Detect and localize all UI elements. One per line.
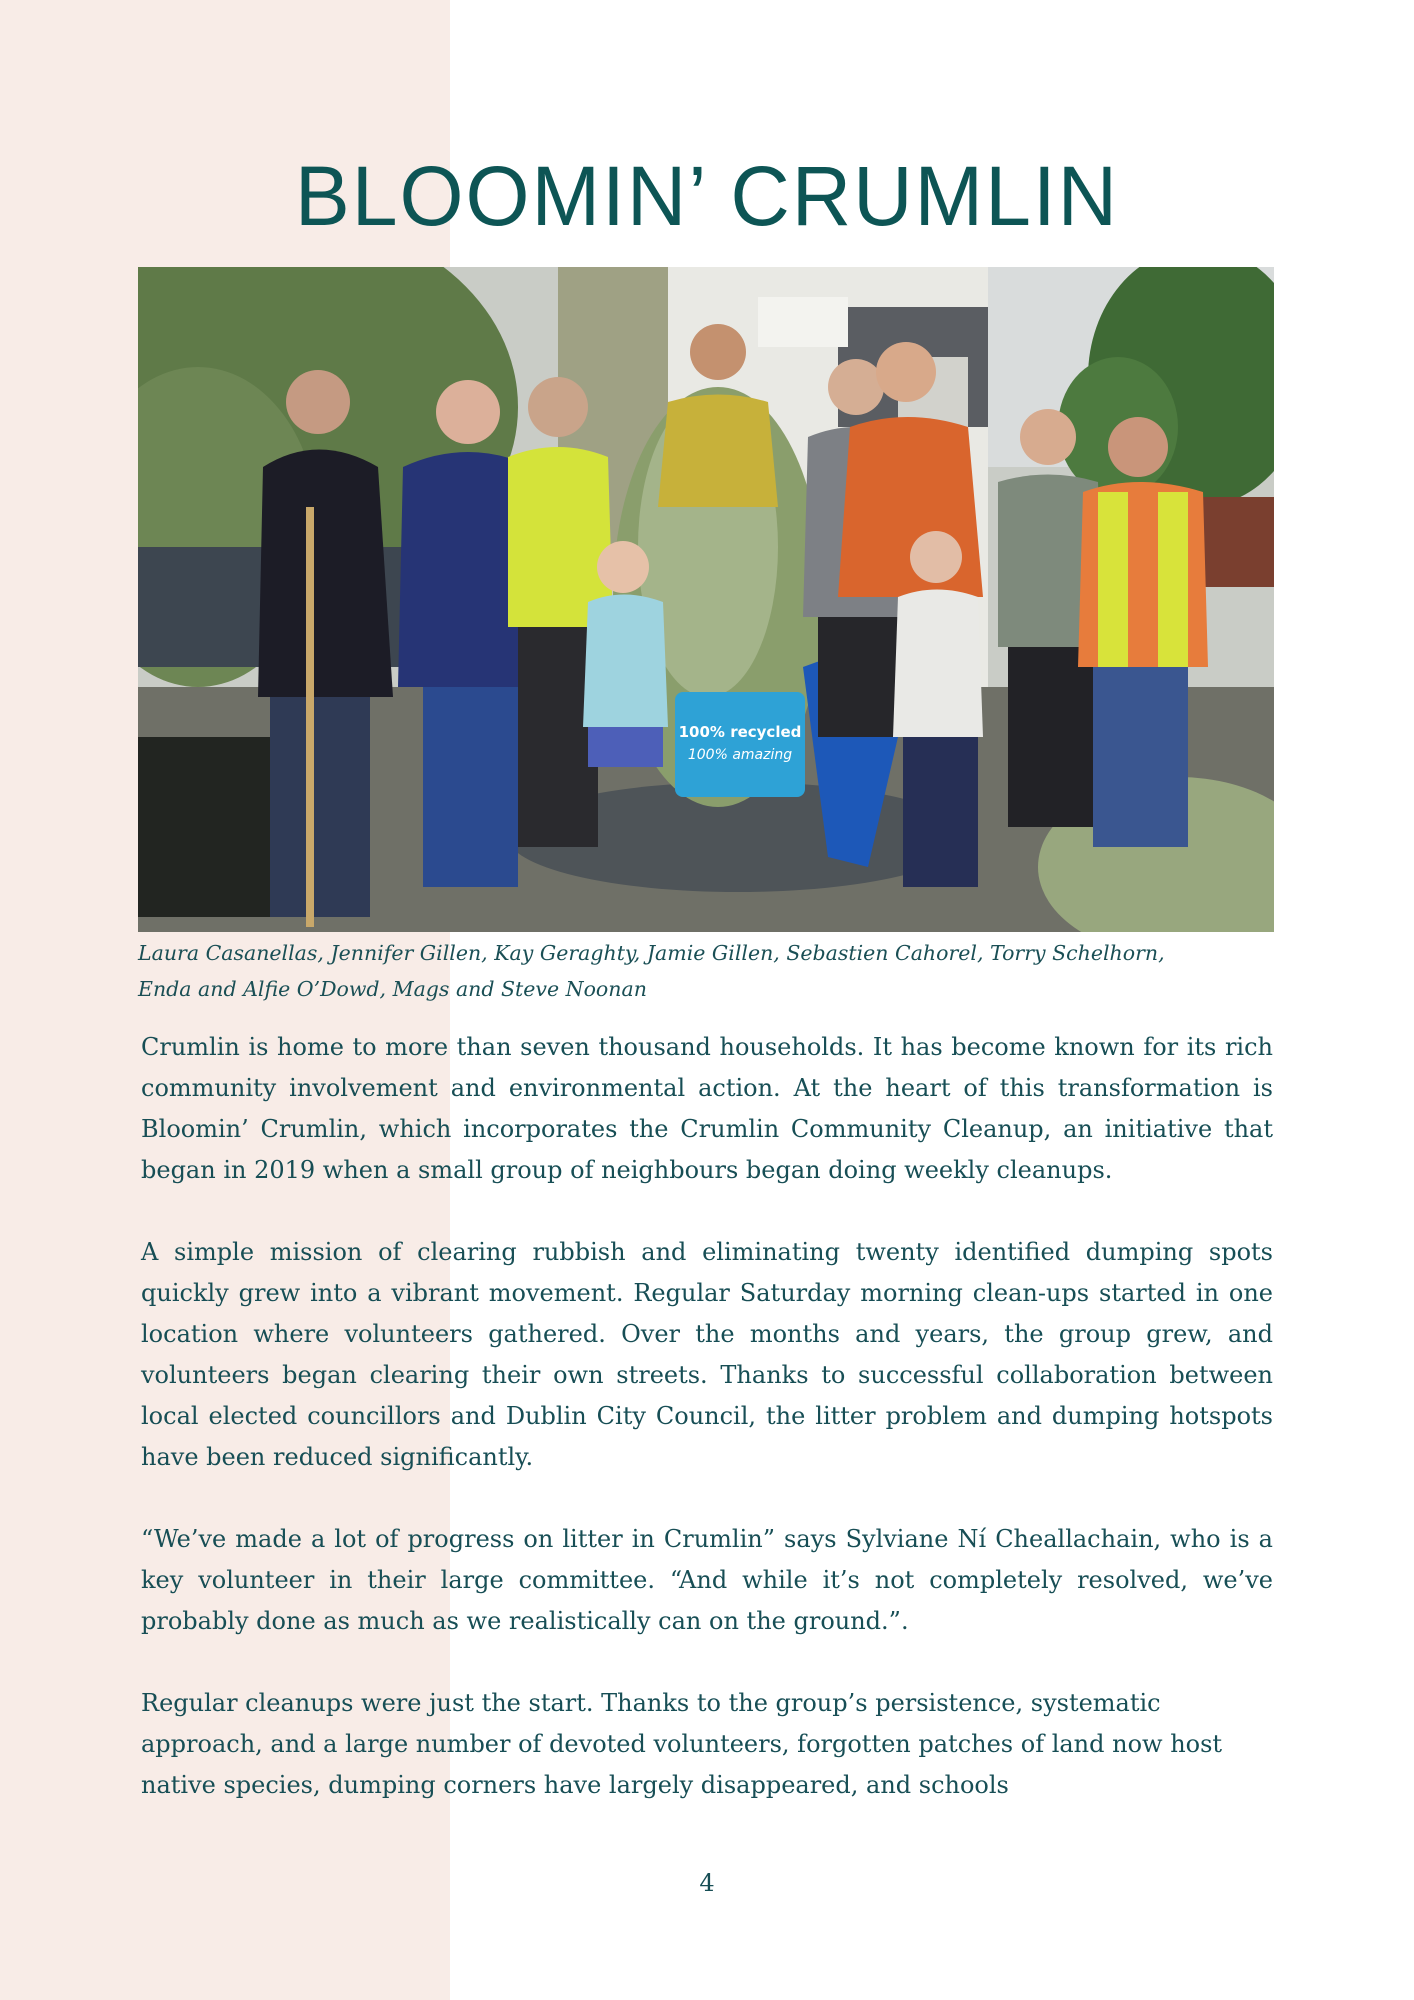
- article-paragraph: A simple mission of clearing rubbish and eliminating twenty identified dumping spots quickly grew into a vibrant movement. Regular Saturday morning clean-ups started in one location where volunteers gathered. Over the months and years, the group grew, and volunteers began clearing their own streets. Thanks to successful collaboration between local elected councillors and Dublin City Council, the litter problem and dumping hotspots have been reduced significantly.: [141, 1238, 1273, 1471]
- bag-text-2: 100% amazing: [687, 747, 793, 763]
- page-title: BLOOMIN’ CRUMLIN: [294, 149, 1120, 243]
- article-paragraph: “We’ve made a lot of progress on litter in Crumlin” says Sylviane Ní Cheallachain, who is a key volunteer in their large committee. “And while it’s not completely resolved, we’ve probably done as much as we realistically can on the ground.”.: [141, 1525, 1273, 1635]
- caption-line-2: Enda and Alfie O’Dowd, Mags and Steve Noonan: [138, 977, 647, 1001]
- photo-caption: [138, 935, 1278, 1007]
- page-number: 4: [699, 1869, 715, 1897]
- article-paragraph: Crumlin is home to more than seven thousand households. It has become known for its rich community involvement and environmental action. At the heart of this transformation is Bloomin’ Crumlin, which incorporates the Crumlin Community Cleanup, an initiative that began in 2019 when a small group of neighbours began doing weekly cleanups.: [141, 1033, 1273, 1184]
- article-paragraph: Regular cleanups were just the start. Thanks to the group’s persistence, systematic approach, and a large number of devoted volunteers, forgotten patches of land now host native species, dumping corners have largely disappeared, and schools: [141, 1689, 1223, 1799]
- article-body: [141, 1027, 1273, 1847]
- bag-text-1: 100% recycled: [678, 723, 802, 741]
- caption-line-1: Laura Casanellas, Jennifer Gillen, Kay Geraghty, Jamie Gillen, Sebastien Cahorel, Torry Schelhorn,: [138, 941, 1165, 965]
- group-photo: [138, 267, 1274, 932]
